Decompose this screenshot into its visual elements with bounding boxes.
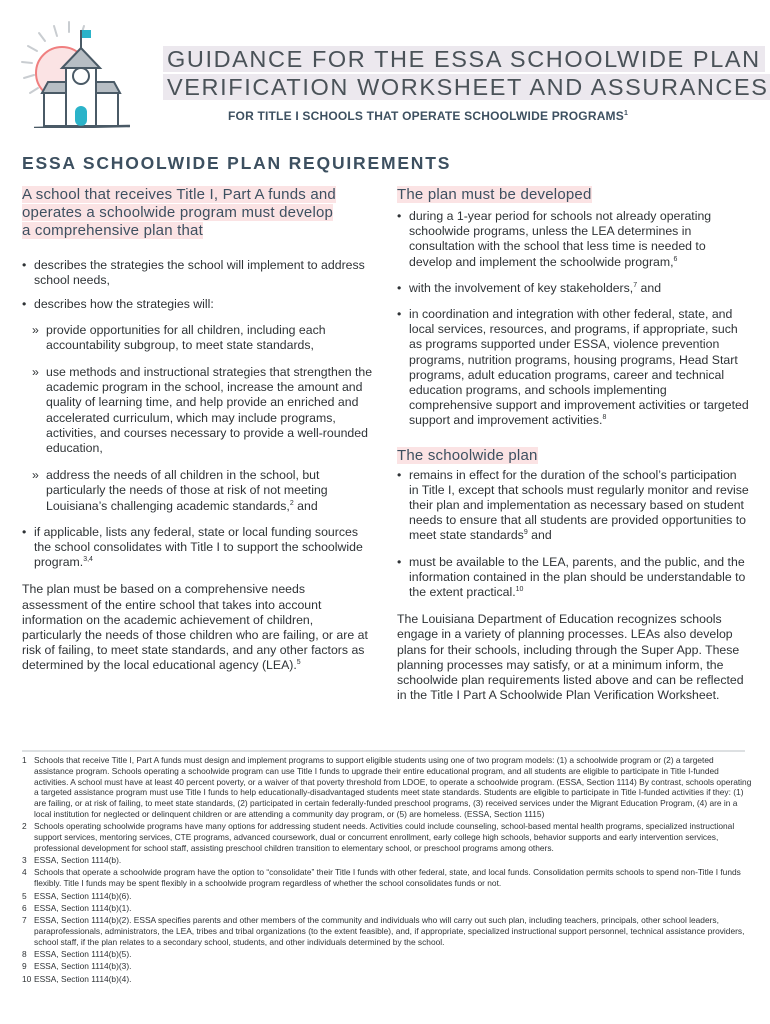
item-text: provide opportunities for all children, including each accountability subgroup, to meet state standards, <box>46 322 326 352</box>
item-text: address the needs of all children in the school, but particularly the needs of those at risk of not meeting Louisiana’s challenging academic standards, <box>46 468 328 513</box>
item-text: and <box>527 528 552 543</box>
footnote <box>22 915 752 947</box>
title-line-1: GUIDANCE FOR THE ESSA SCHOOLWIDE PLAN <box>163 46 765 72</box>
footnote-number: 3 <box>22 855 27 866</box>
footnote-number: 2 <box>22 821 27 832</box>
item-text: and <box>637 280 662 295</box>
item-text: and <box>293 498 318 513</box>
footnote-ref: 3,4 <box>83 556 93 564</box>
heading-line: operates a schoolwide program must develop <box>22 204 334 221</box>
heading-text: The plan must be developed <box>397 186 592 203</box>
footnote-text: ESSA, Section 1114(b)(1). <box>34 902 132 913</box>
footnote-number: 1 <box>22 755 27 765</box>
right-heading-developed <box>397 186 749 204</box>
footnote <box>22 903 752 914</box>
footnote-number: 9 <box>22 961 27 972</box>
section-title: ESSA SCHOOLWIDE PLAN REQUIREMENTS <box>22 153 452 173</box>
title-line-2: VERIFICATION WORKSHEET AND ASSURANCES <box>163 74 770 100</box>
footnote-text: ESSA, Section 1114(b)(5). <box>34 949 132 960</box>
footnotes <box>22 755 752 986</box>
item-text: describes the strategies the school will implement to address school needs, <box>34 258 365 288</box>
footnote-ref: 5 <box>296 659 301 667</box>
schoolhouse-icon <box>14 18 134 128</box>
footnote-ref: 6 <box>673 255 678 263</box>
footnote-text: ESSA, Section 1114(b)(4). <box>34 973 132 984</box>
item-text: during a 1-year period for schools not already operating schoolwide programs, unless the LEA determines in consultation with the school that less time is needed to develop and implement the schoolwide program, <box>409 209 712 269</box>
list-item <box>397 307 749 429</box>
left-column <box>22 186 382 674</box>
footnote <box>22 855 752 866</box>
footnote-number: 7 <box>22 915 27 926</box>
item-text: use methods and instructional strategies that strengthen the academic program in the school, increase the amount and quality of learning time, and help provide an enriched and accelerated curriculum, which may include programs, activities, and courses necessary to provide a well-rounded education, <box>46 365 373 456</box>
ldoe-paragraph: The Louisiana Department of Education recognizes schools engage in a variety of planning processes. LEAs also develop plans for their schools, including through the Super App. These planning processes may satisfy, or at a minimum inform, the schoolwide plan requirements listed above and can be reflected in the Title I Part A Schoolwide Plan Verification Worksheet. <box>397 612 744 703</box>
footnote-text: ESSA, Section 1114(b). <box>34 855 122 866</box>
footnote-number: 8 <box>22 949 27 960</box>
footnote <box>22 961 752 972</box>
item-text: describes how the strategies will: <box>34 297 214 312</box>
list-item <box>397 281 749 296</box>
footnote-number: 10 <box>22 973 32 984</box>
footnote-text: Schools that receive Title I, Part A funds must design and implement programs to support eligible students using one of two program models: (1) a schoolwide program or (2) a targeted assistance program. Schools operating a schoolwide program can use Title I funds to upgrade their entire educational program, and all students are eligible to participate in Title I-funded activities. A school must have at least 40 percent poverty, or a waiver of that poverty threshold from LDOE, to operate a schoolwide program. (ESSA, Section 1114) By contrast, schools operating a targeted assistance program must use Title I funds to help educationally-disadvantaged students meet state standards. Students are eligible to participate in Title I-funded activities if they: (1) are failing, or at risk of failing, to meet state standards, (2) participated in certain federally-funded preschool programs, (3) received services under the Migrant Education Program, (4) are in a local institution for neglected or delinquent children or are attending a community day program, or (5) are homeless. (ESSA, Section 1115) <box>34 755 752 819</box>
footnote-text: Schools operating schoolwide programs have many options for addressing student needs. Activities could include counseling, school-based mental health programs, specialized instructional support services, mentoring services, CTE programs, advanced coursework, dual or concurrent enrollment, early college high schools, behavior supports and early intervention services, professional development for school staff, assisting preschool children transition to elementary school, or preschool programs among others. <box>34 821 735 853</box>
footnote-divider <box>22 750 745 752</box>
footnote-ref: 1 <box>623 110 629 117</box>
footnote <box>22 755 752 820</box>
footnote-number: 6 <box>22 902 27 913</box>
footnote-text: Schools that operate a schoolwide program have the option to “consolidate” their Title I funds with other federal, state, and local funds. Consolidation permits schools to spend non-Title I funds flexibly. Title I funds may be spent flexibly in a schoolwide program regardless of whether the school consolidates funds or not. <box>34 867 741 889</box>
footnote-text: ESSA, Section 1114(b)(6). <box>34 890 132 901</box>
sub-item <box>22 365 374 456</box>
footnote <box>22 867 752 889</box>
footnote-text: ESSA, Section 1114(b)(3). <box>34 961 132 972</box>
sub-item <box>22 323 374 353</box>
left-heading <box>22 186 382 240</box>
subtitle <box>228 109 628 123</box>
footnote-text: ESSA, Section 1114(b)(2). ESSA specifies parents and other members of the community and individuals who will carry out such plan, including teachers, principals, other school leaders, paraprofessionals, administrators, the LEA, tribes and tribal organizations (to the extent feasible), and, if appropriate, specialized instructional support personnel, technical assistance providers, school staff, if the plan relates to a secondary school, students, and other individuals determined by the school. <box>34 915 745 947</box>
item-text: if applicable, lists any federal, state or local funding sources the school consolidates with Title I to support the schoolwide program. <box>34 524 363 570</box>
item-text: in coordination and integration with other federal, state, and local services, resources, and programs, if appropriate, such as programs supported under ESSA, violence prevention programs, nutrition programs, housing programs, Head Start programs, adult education programs, career and technical education programs, and schools implementing comprehensive support and improvement activities or targeted support and improvement activities. <box>409 307 749 428</box>
list-item <box>22 297 374 312</box>
footnote-ref: 9 <box>523 529 528 537</box>
item-text: remains in effect for the duration of the school’s participation in Title I, except that schools must regularly monitor and revise their plan and implementation as necessary based on student needs to ensure that all students are provided opportunities to meet state standards <box>409 467 749 543</box>
heading-line: A school that receives Title I, Part A funds and <box>22 186 336 203</box>
footnote-ref: 2 <box>289 499 294 507</box>
heading-text: The schoolwide plan <box>397 446 538 464</box>
footnote <box>22 974 752 985</box>
subtitle-text: FOR TITLE I SCHOOLS THAT OPERATE SCHOOLWIDE PROGRAMS <box>228 109 624 123</box>
right-heading-schoolwide <box>397 447 749 465</box>
item-text: must be available to the LEA, parents, and the public, and the information contained in the plan should be understandable to the extent practical. <box>409 554 746 600</box>
footnote-number: 5 <box>22 890 27 901</box>
footnote-ref: 10 <box>515 586 524 594</box>
footnote-number: 4 <box>22 867 27 878</box>
list-item <box>397 468 749 544</box>
sub-item <box>22 468 374 514</box>
list-item <box>22 258 374 288</box>
footnote-ref: 8 <box>602 414 607 422</box>
heading-line: a comprehensive plan that <box>22 222 203 239</box>
needs-assessment-paragraph <box>22 582 374 673</box>
item-text: with the involvement of key stakeholders, <box>409 280 634 295</box>
right-column <box>397 186 749 703</box>
list-item <box>22 525 374 571</box>
list-item <box>397 555 749 601</box>
footnote-ref: 7 <box>633 281 638 289</box>
para-text: The plan must be based on a comprehensive needs assessment of the entire school that takes into account information on the academic achievement of children, particularly the needs of those children who are failing, or are at risk of failing, to meet state standards, and any other factors as determined by the local educational agency (LEA). <box>22 582 368 673</box>
footnote <box>22 891 752 902</box>
footnote <box>22 821 752 853</box>
list-item <box>397 209 749 270</box>
footnote <box>22 949 752 960</box>
